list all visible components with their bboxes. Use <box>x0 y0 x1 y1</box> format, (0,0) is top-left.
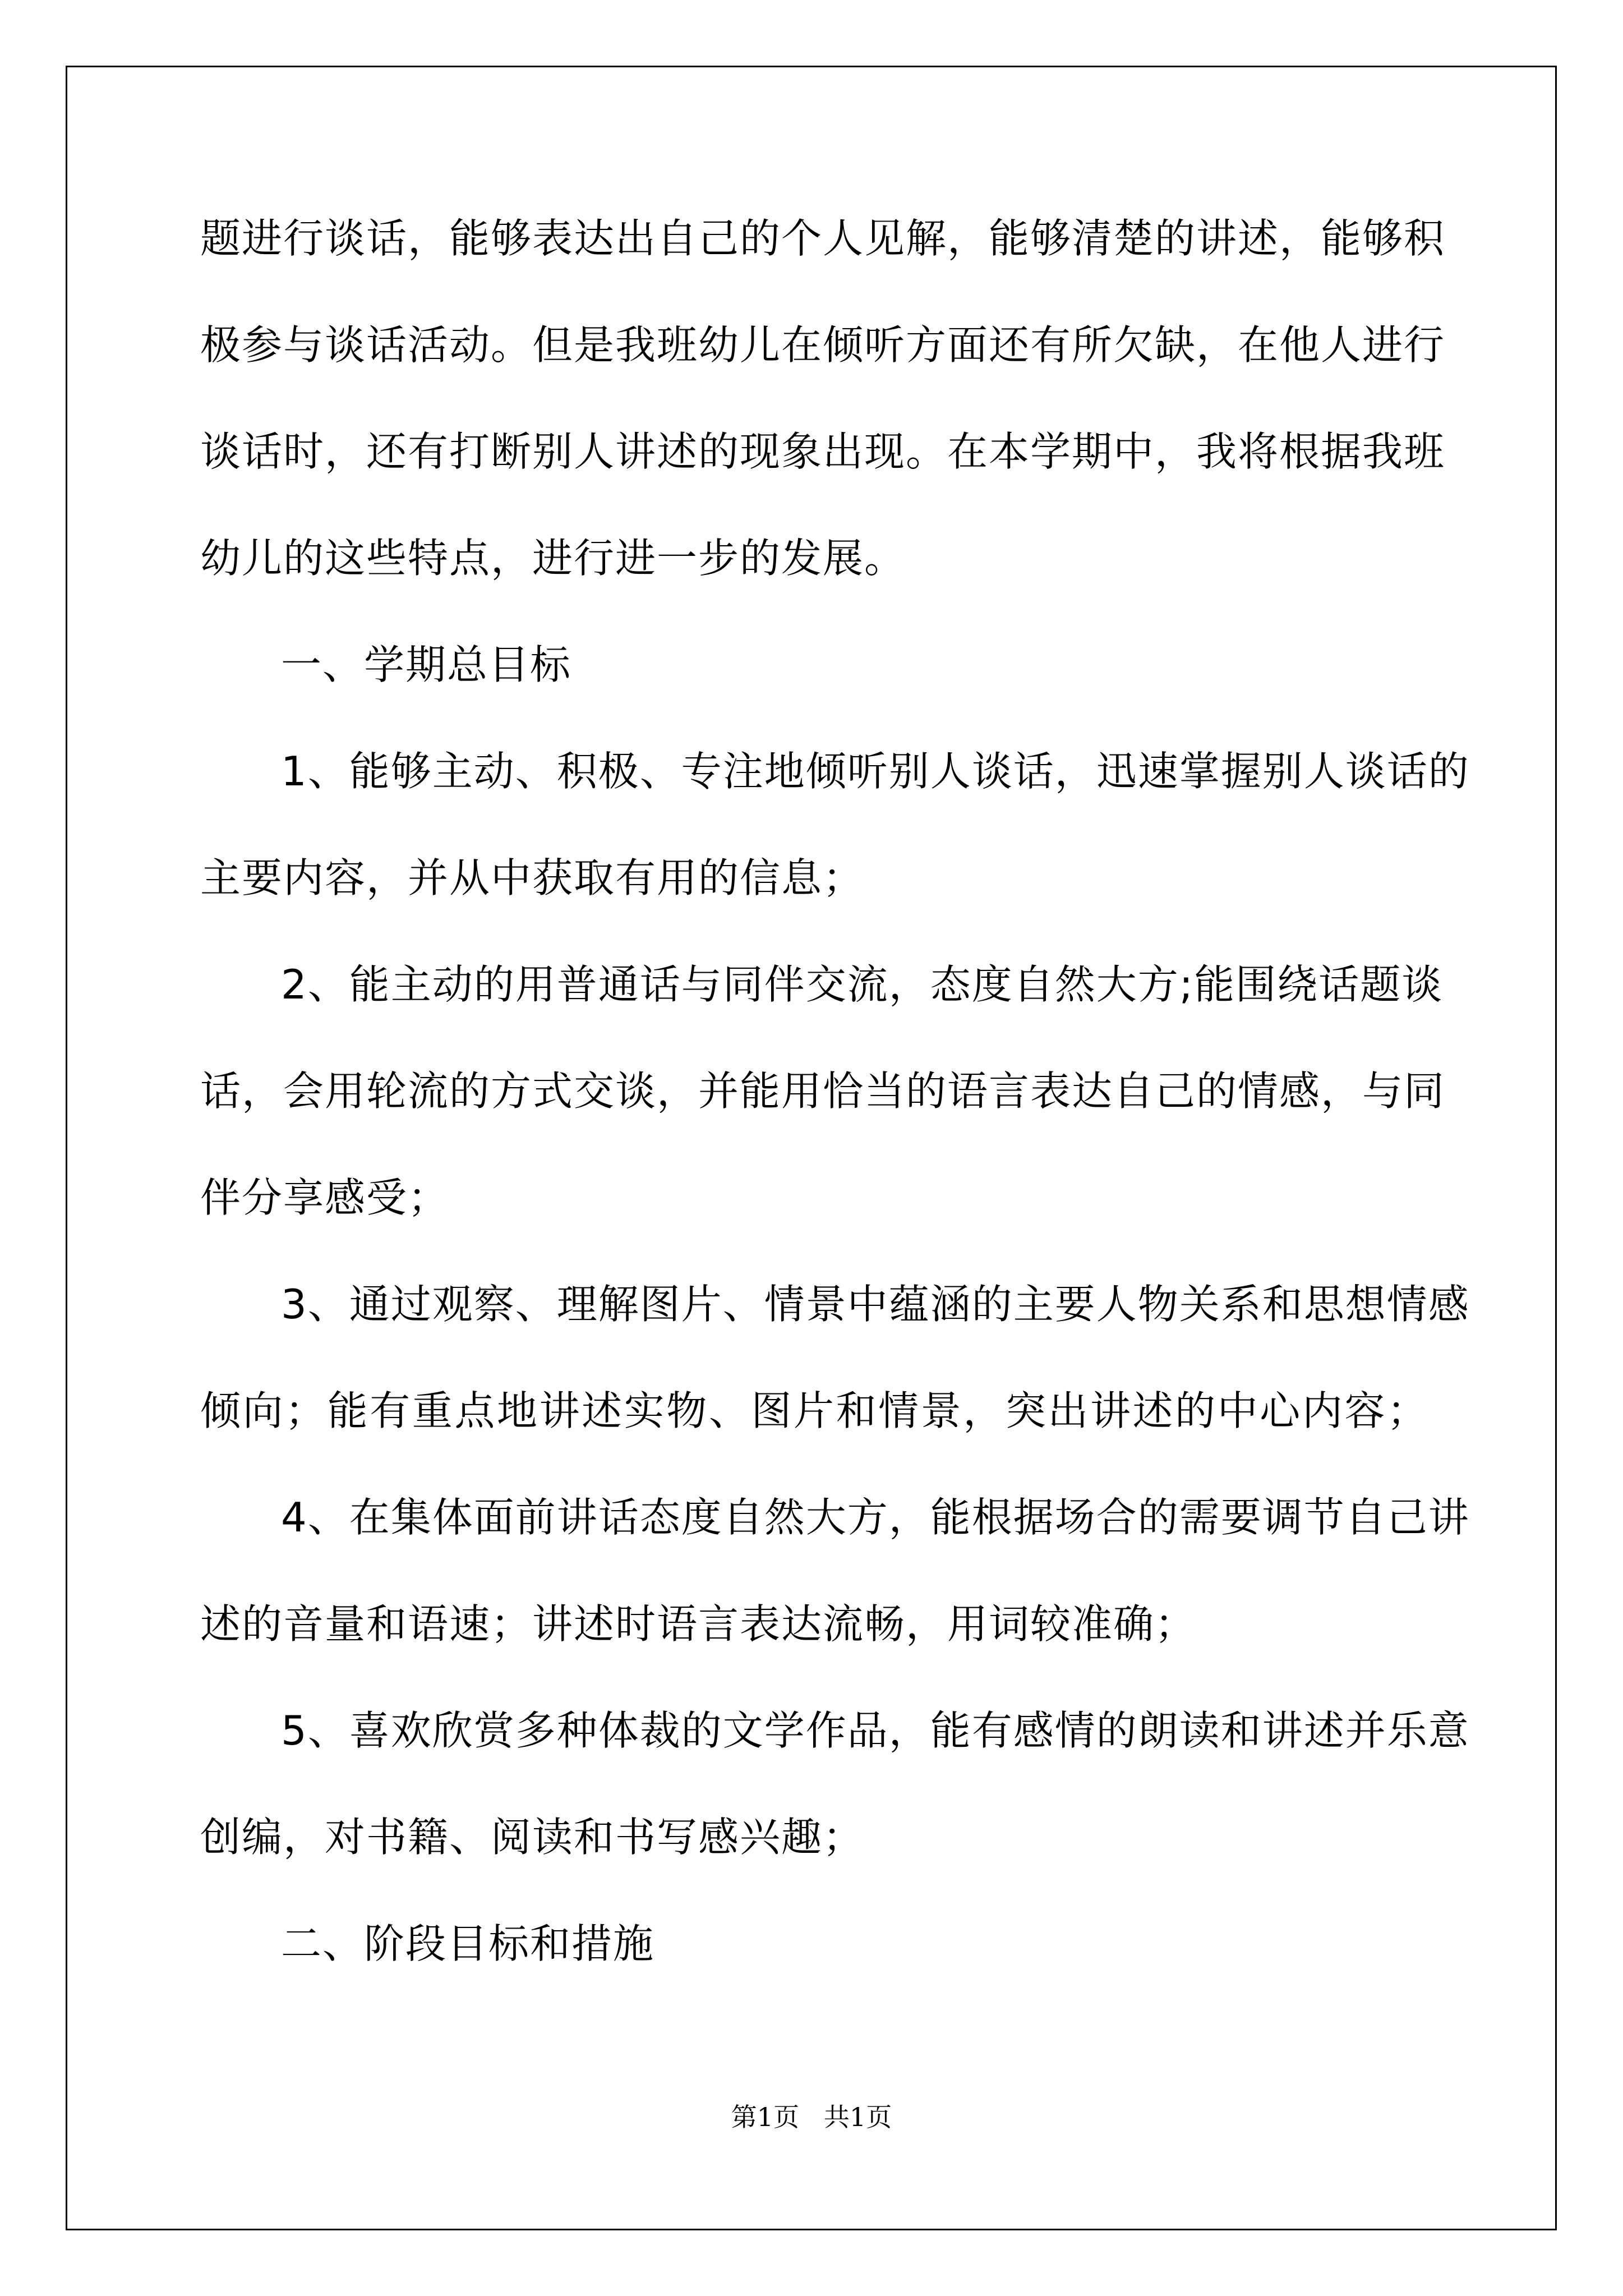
paragraph-line: 谈话时，还有打断别人讲述的现象出现。在本学期中，我将根据我班 <box>200 428 1446 475</box>
paragraph-line: 2、能主动的用普通话与同伴交流，态度自然大方;能围绕话题谈 <box>281 961 1444 1008</box>
paragraph-line: 5、喜欢欣赏多种体裁的文学作品，能有感情的朗读和讲述并乐意 <box>281 1707 1470 1754</box>
page-footer: 第1页 共1页 <box>731 2102 892 2132</box>
paragraph-line: 3、通过观察、理解图片、情景中蕴涵的主要人物关系和思想情感 <box>281 1281 1470 1328</box>
document-body <box>200 185 1470 1997</box>
paragraph-line: 极参与谈话活动。但是我班幼儿在倾听方面还有所欠缺，在他人进行 <box>200 321 1446 369</box>
paragraph-line: 话，会用轮流的方式交谈，并能用恰当的语言表达自己的情感，与同 <box>200 1068 1446 1115</box>
paragraph-line: 4、在集体面前讲话态度自然大方，能根据场合的需要调节自己讲 <box>281 1494 1470 1541</box>
paragraph-line: 述的音量和语速；讲述时语言表达流畅，用词较准确； <box>200 1600 1197 1648</box>
paragraph-line: 题进行谈话，能够表达出自己的个人见解，能够清楚的讲述，能够积 <box>200 215 1446 262</box>
section-heading: 一、学期总目标 <box>281 641 572 688</box>
section-heading: 二、阶段目标和措施 <box>281 1920 655 1967</box>
paragraph-line: 主要内容，并从中获取有用的信息； <box>200 854 865 901</box>
paragraph-line: 创编，对书籍、阅读和书写感兴趣； <box>200 1814 865 1861</box>
paragraph-line: 幼儿的这些特点，进行进一步的发展。 <box>200 535 906 582</box>
paragraph-line: 伴分享感受； <box>200 1174 450 1221</box>
paragraph-line: 倾向；能有重点地讲述实物、图片和情景，突出讲述的中心内容； <box>200 1387 1428 1434</box>
paragraph-line: 1、能够主动、积极、专注地倾听别人谈话，迅速掌握别人谈话的 <box>281 748 1470 795</box>
